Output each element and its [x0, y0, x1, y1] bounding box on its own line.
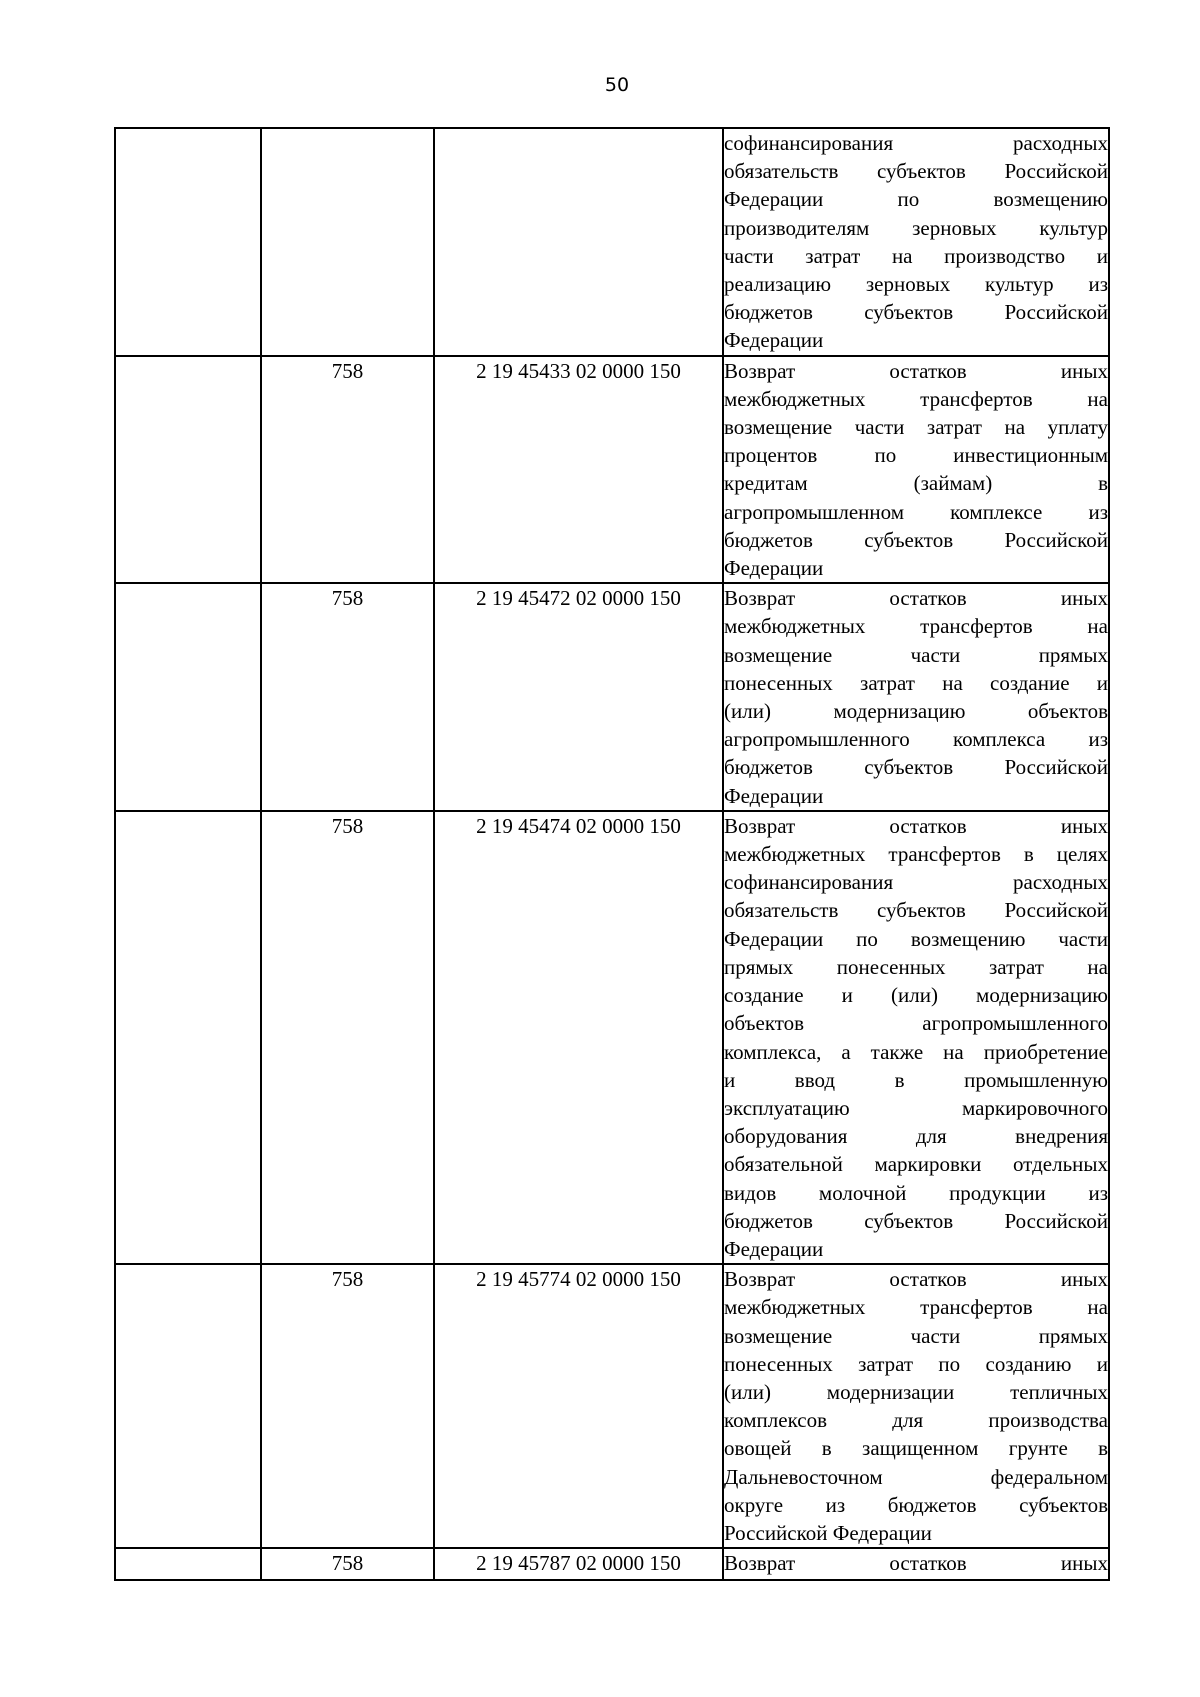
cell-description — [723, 583, 1109, 811]
table-row — [115, 1264, 1109, 1548]
description-line: комплексов для производства — [724, 1408, 1108, 1433]
description-line: комплекса, а также на приобретение — [724, 1039, 1108, 1064]
description-line: реализацию зерновых культур из — [724, 272, 1108, 297]
description-line: бюджетов субъектов Российской — [724, 1208, 1108, 1233]
description-line: обязательной маркировки отдельных — [724, 1152, 1108, 1177]
description-line: межбюджетных трансфертов на — [724, 1295, 1108, 1320]
description-line: видов молочной продукции из — [724, 1180, 1108, 1205]
description-line: возмещение части прямых — [724, 642, 1108, 667]
description-line: софинансирования расходных — [724, 870, 1108, 895]
description-line: Федерации — [724, 556, 824, 581]
cell-kbk-code: 2 19 45433 02 0000 150 — [434, 356, 723, 584]
description-line: бюджетов субъектов Российской — [724, 755, 1108, 780]
description-line: возмещение части прямых — [724, 1323, 1108, 1348]
description-line: прямых понесенных затрат на — [724, 954, 1108, 979]
description-line: производителям зерновых культур — [724, 215, 1108, 240]
cell-kbk-code: 2 19 45774 02 0000 150 — [434, 1264, 723, 1548]
description-line: межбюджетных трансфертов в целях — [724, 842, 1108, 867]
description-line: овощей в защищенном грунте в — [724, 1436, 1108, 1461]
description-line: межбюджетных трансфертов на — [724, 386, 1108, 411]
cell-empty — [115, 583, 261, 811]
cell-empty — [115, 1548, 261, 1580]
table-body — [115, 128, 1109, 1580]
description-line: обязательств субъектов Российской — [724, 898, 1108, 923]
description-line: Возврат остатков иных — [724, 586, 1108, 611]
cell-empty — [115, 811, 261, 1264]
cell-admin-code: 758 — [261, 356, 434, 584]
description-line: софинансирования расходных — [724, 131, 1108, 155]
description-line: процентов по инвестиционным — [724, 443, 1108, 468]
cell-description — [723, 1548, 1109, 1580]
description-line: Возврат остатков иных — [724, 1551, 1108, 1576]
cell-description — [723, 1264, 1109, 1548]
description-line: части затрат на производство и — [724, 243, 1108, 268]
description-line: округе из бюджетов субъектов — [724, 1492, 1108, 1517]
cell-admin-code: 758 — [261, 583, 434, 811]
description-line: Возврат остатков иных — [724, 813, 1108, 838]
cell-kbk-code — [434, 128, 723, 356]
description-line: эксплуатацию маркировочного — [724, 1095, 1108, 1120]
description-line: Возврат остатков иных — [724, 1267, 1108, 1292]
cell-empty — [115, 356, 261, 584]
table-row — [115, 356, 1109, 584]
cell-kbk-code: 2 19 45787 02 0000 150 — [434, 1548, 723, 1580]
description-line: оборудования для внедрения — [724, 1124, 1108, 1149]
table-row — [115, 128, 1109, 356]
description-line: бюджетов субъектов Российской — [724, 527, 1108, 552]
description-line: понесенных затрат на создание и — [724, 670, 1108, 695]
table-row — [115, 1548, 1109, 1580]
description-line: (или) модернизации тепличных — [724, 1379, 1108, 1404]
description-line: Российской Федерации — [724, 1520, 932, 1545]
cell-empty — [115, 1264, 261, 1548]
description-line: агропромышленного комплекса из — [724, 727, 1108, 752]
cell-admin-code: 758 — [261, 1548, 434, 1580]
cell-kbk-code: 2 19 45472 02 0000 150 — [434, 583, 723, 811]
description-line: и ввод в промышленную — [724, 1067, 1108, 1092]
cell-admin-code: 758 — [261, 811, 434, 1264]
cell-kbk-code: 2 19 45474 02 0000 150 — [434, 811, 723, 1264]
cell-description — [723, 811, 1109, 1264]
description-line: Федерации по возмещению части — [724, 926, 1108, 951]
description-line: межбюджетных трансфертов на — [724, 614, 1108, 639]
description-line: обязательств субъектов Российской — [724, 159, 1108, 184]
page-number: 50 — [604, 74, 630, 96]
description-line: (или) модернизацию объектов — [724, 699, 1108, 724]
description-line: бюджетов субъектов Российской — [724, 300, 1108, 325]
budget-codes-table — [114, 127, 1110, 1581]
description-line: понесенных затрат по созданию и — [724, 1351, 1108, 1376]
description-line: агропромышленном комплексе из — [724, 499, 1108, 524]
description-line: Дальневосточном федеральном — [724, 1464, 1108, 1489]
description-line: Федерации — [724, 328, 824, 353]
description-line: Федерации по возмещению — [724, 187, 1108, 212]
table-row — [115, 811, 1109, 1264]
description-line: объектов агропромышленного — [724, 1011, 1108, 1036]
description-line: кредитам (займам) в — [724, 471, 1108, 496]
cell-description — [723, 356, 1109, 584]
cell-empty — [115, 128, 261, 356]
cell-description — [723, 128, 1109, 356]
table-row — [115, 583, 1109, 811]
cell-admin-code: 758 — [261, 1264, 434, 1548]
description-line: Возврат остатков иных — [724, 358, 1108, 383]
description-line: создание и (или) модернизацию — [724, 983, 1108, 1008]
description-line: Федерации — [724, 1236, 824, 1261]
description-line: Федерации — [724, 783, 824, 808]
description-line: возмещение части затрат на уплату — [724, 415, 1108, 440]
cell-admin-code — [261, 128, 434, 356]
